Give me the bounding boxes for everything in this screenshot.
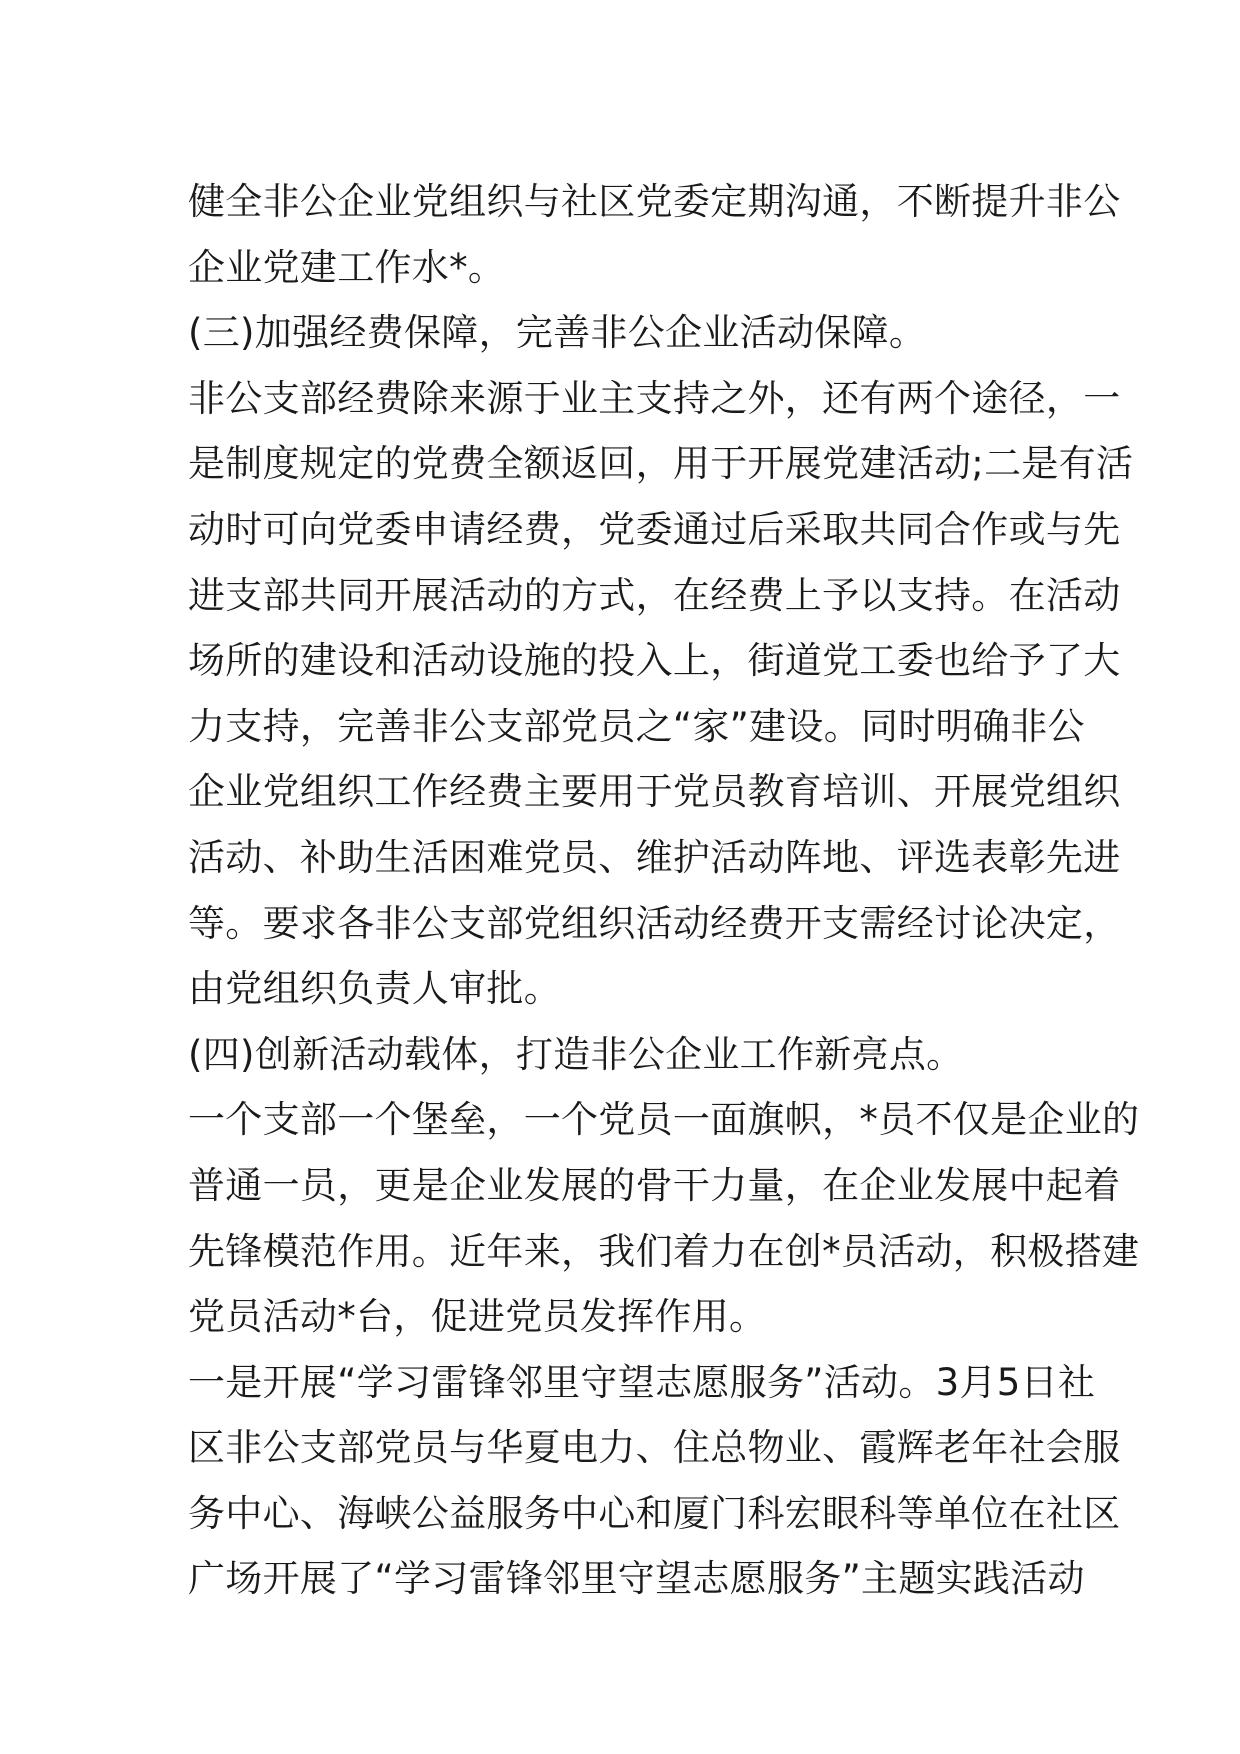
text-line: 动时可向党委申请经费，党委通过后采取共同合作或与先: [188, 507, 1121, 551]
text-line: 一个支部一个堡垒，一个党员一面旗帜，*员不仅是企业的: [188, 1098, 1140, 1142]
text-line: 等。要求各非公支部党组织活动经费开支需经讨论决定，: [188, 901, 1121, 945]
text-line: 非公支部经费除来源于业主支持之外，还有两个途径，一: [188, 376, 1121, 420]
text-line: 务中心、海峡公益服务中心和厦门科宏眼科等单位在社区: [188, 1491, 1121, 1535]
text-line: 区非公支部党员与华夏电力、住总物业、霞辉老年社会服: [188, 1426, 1121, 1470]
text-line: 场所的建设和活动设施的投入上，街道党工委也给予了大: [188, 639, 1121, 683]
text-line: 健全非公企业党组织与社区党委定期沟通，不断提升非公: [188, 180, 1121, 223]
text-line: 先锋模范作用。近年来，我们着力在创*员活动，积极搭建: [188, 1229, 1140, 1273]
text-line: 是制度规定的党费全额返回，用于开展党建活动;二是有活: [188, 442, 1134, 486]
document-page: [188, 169, 1140, 1612]
text-line: 党员活动*台，促进党员发挥作用。: [188, 1295, 767, 1339]
text-line: 企业党建工作水*。: [188, 245, 506, 289]
text-line: 进支部共同开展活动的方式，在经费上予以支持。在活动: [188, 573, 1121, 617]
text-line: 一是开展“学习雷锋邻里守望志愿服务”活动。3月5日社: [188, 1360, 1096, 1404]
section-heading: (三)加强经费保障，完善非公企业活动保障。: [188, 311, 927, 355]
text-line: 企业党组织工作经费主要用于党员教育培训、开展党组织: [188, 770, 1121, 814]
text-line: 广场开展了“学习雷锋邻里守望志愿服务”主题实践活动: [188, 1557, 1085, 1601]
text-line: 力支持，完善非公支部党员之“家”建设。同时明确非公: [188, 704, 1085, 748]
section-heading: (四)创新活动载体，打造非公企业工作新亮点。: [188, 1032, 964, 1076]
text-line: 由党组织负责人审批。: [188, 967, 561, 1011]
text-line: 活动、补助生活困难党员、维护活动阵地、评选表彰先进: [188, 835, 1121, 879]
text-line: 普通一员，更是企业发展的骨干力量，在企业发展中起着: [188, 1163, 1121, 1207]
